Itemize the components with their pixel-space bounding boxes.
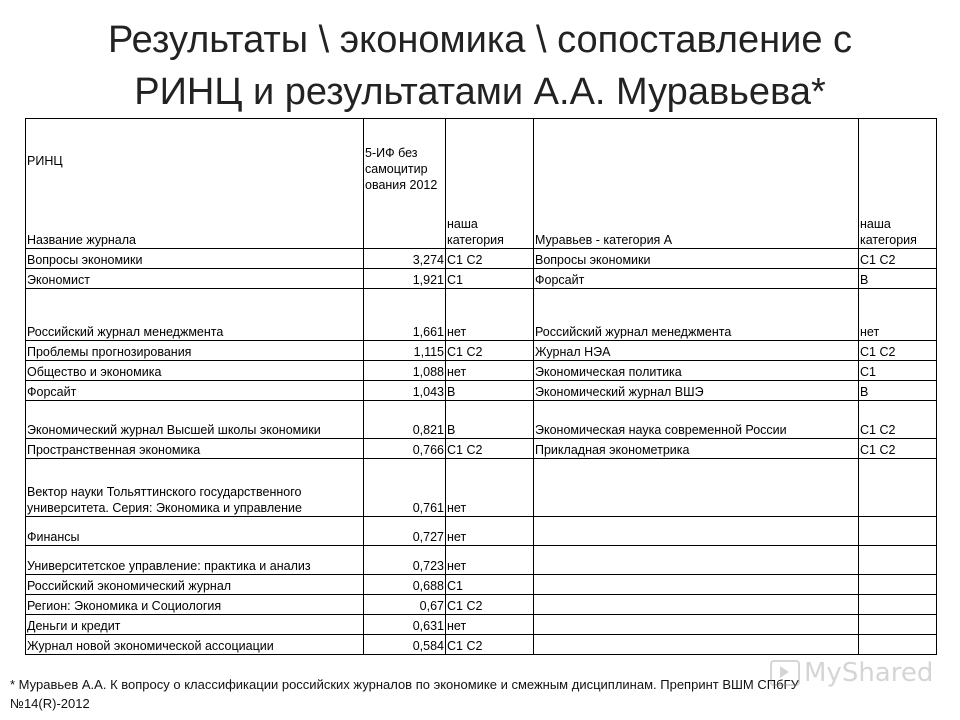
table-row: [26, 249, 937, 269]
cell-impact-factor: 0,584: [364, 635, 446, 655]
cell-category: С1 С2: [446, 249, 534, 269]
table-row: [26, 575, 937, 595]
cell-muravyev: [534, 595, 859, 615]
table-row: [26, 289, 937, 341]
footnote-line-2: №14(R)-2012: [10, 696, 90, 711]
cell-muravyev: [534, 517, 859, 546]
cell-category: В: [446, 381, 534, 401]
table-row: [26, 546, 937, 575]
table-header-row: [26, 119, 937, 249]
table-row: [26, 595, 937, 615]
cell-category-2: С1 С2: [859, 439, 937, 459]
cell-muravyev: Форсайт: [534, 269, 859, 289]
cell-category-2: С1: [859, 361, 937, 381]
header-journal-cell: [26, 119, 364, 249]
watermark-text: MyShared: [804, 658, 934, 688]
cell-category: В: [446, 401, 534, 439]
cell-muravyev: Экономический журнал ВШЭ: [534, 381, 859, 401]
cell-journal: Российский журнал менеджмента: [26, 289, 364, 341]
cell-impact-factor: 1,088: [364, 361, 446, 381]
cell-journal: Форсайт: [26, 381, 364, 401]
cell-category-2: [859, 546, 937, 575]
cell-journal: Деньги и кредит: [26, 615, 364, 635]
cell-category: нет: [446, 615, 534, 635]
cell-journal: Вектор науки Тольяттинского государственного университета. Серия: Экономика и управление: [26, 459, 364, 517]
cell-category-2: С1 С2: [859, 249, 937, 269]
table-row: [26, 517, 937, 546]
cell-journal: Общество и экономика: [26, 361, 364, 381]
cell-muravyev: [534, 635, 859, 655]
cell-muravyev: Вопросы экономики: [534, 249, 859, 269]
cell-muravyev: Прикладная эконометрика: [534, 439, 859, 459]
table-row: [26, 381, 937, 401]
cell-impact-factor: 0,723: [364, 546, 446, 575]
cell-impact-factor: 1,921: [364, 269, 446, 289]
cell-impact-factor: 1,115: [364, 341, 446, 361]
cell-category: нет: [446, 361, 534, 381]
slide-title-line-1: Результаты \ экономика \ сопоставление с: [107, 19, 853, 61]
cell-impact-factor: 0,727: [364, 517, 446, 546]
cell-muravyev: [534, 575, 859, 595]
cell-category: С1 С2: [446, 635, 534, 655]
cell-category-2: С1 С2: [859, 341, 937, 361]
cell-category-2: В: [859, 269, 937, 289]
footnote-line-1: * Муравьев А.А. К вопросу о классификации российских журналов по экономике и смежным дисциплинам. Препринт ВШМ СПбГУ: [10, 677, 799, 692]
cell-impact-factor: 0,631: [364, 615, 446, 635]
cell-journal: Вопросы экономики: [26, 249, 364, 269]
journals-table: [25, 118, 937, 655]
cell-muravyev: Российский журнал менеджмента: [534, 289, 859, 341]
cell-muravyev: Экономическая наука современной России: [534, 401, 859, 439]
cell-impact-factor: 0,766: [364, 439, 446, 459]
slide-title: [0, 14, 960, 118]
cell-journal: Экономический журнал Высшей школы экономики: [26, 401, 364, 439]
cell-category: С1 С2: [446, 439, 534, 459]
table-row: [26, 269, 937, 289]
cell-impact-factor: 0,67: [364, 595, 446, 615]
cell-category: нет: [446, 517, 534, 546]
table-row: [26, 401, 937, 439]
header-muravyev: Муравьев - категория А: [534, 119, 859, 249]
table-row: [26, 341, 937, 361]
cell-impact-factor: 1,043: [364, 381, 446, 401]
cell-category-2: [859, 615, 937, 635]
cell-impact-factor: 0,761: [364, 459, 446, 517]
cell-category: С1: [446, 575, 534, 595]
header-rinc-label: РИНЦ: [27, 154, 63, 168]
play-icon: [770, 660, 800, 686]
cell-category-2: нет: [859, 289, 937, 341]
cell-journal: Университетское управление: практика и анализ: [26, 546, 364, 575]
cell-category-2: [859, 635, 937, 655]
slide-title-line-2: РИНЦ и результатами А.А. Муравьева*: [134, 71, 826, 113]
cell-muravyev: [534, 459, 859, 517]
table-row: [26, 615, 937, 635]
cell-impact-factor: 3,274: [364, 249, 446, 269]
cell-category: нет: [446, 546, 534, 575]
table-row: [26, 439, 937, 459]
cell-journal: Российский экономический журнал: [26, 575, 364, 595]
cell-impact-factor: 0,688: [364, 575, 446, 595]
cell-journal: Проблемы прогнозирования: [26, 341, 364, 361]
cell-journal: Журнал новой экономической ассоциации: [26, 635, 364, 655]
cell-muravyev: [534, 615, 859, 635]
cell-journal: Регион: Экономика и Социология: [26, 595, 364, 615]
cell-muravyev: [534, 546, 859, 575]
cell-journal: Пространственная экономика: [26, 439, 364, 459]
cell-category-2: [859, 517, 937, 546]
header-if5: [364, 119, 446, 249]
cell-muravyev: Журнал НЭА: [534, 341, 859, 361]
cell-journal: Финансы: [26, 517, 364, 546]
table-body: [26, 249, 937, 655]
cell-category: нет: [446, 289, 534, 341]
cell-category-2: С1 С2: [859, 401, 937, 439]
cell-category: С1 С2: [446, 595, 534, 615]
cell-impact-factor: 1,661: [364, 289, 446, 341]
watermark: [770, 658, 933, 688]
table-row: [26, 635, 937, 655]
table-row: [26, 361, 937, 381]
cell-category-2: [859, 459, 937, 517]
cell-category: С1: [446, 269, 534, 289]
cell-muravyev: Экономическая политика: [534, 361, 859, 381]
cell-category: С1 С2: [446, 341, 534, 361]
cell-category-2: [859, 575, 937, 595]
table-row: [26, 459, 937, 517]
header-journal-name: Название журнала: [27, 233, 136, 247]
header-our-category-2: наша категория: [859, 119, 937, 249]
cell-impact-factor: 0,821: [364, 401, 446, 439]
cell-category: нет: [446, 459, 534, 517]
header-if5-text: 5-ИФ без самоцитир ования 2012: [365, 146, 438, 192]
header-our-category-1: наша категория: [446, 119, 534, 249]
cell-journal: Экономист: [26, 269, 364, 289]
cell-category-2: В: [859, 381, 937, 401]
cell-category-2: [859, 595, 937, 615]
